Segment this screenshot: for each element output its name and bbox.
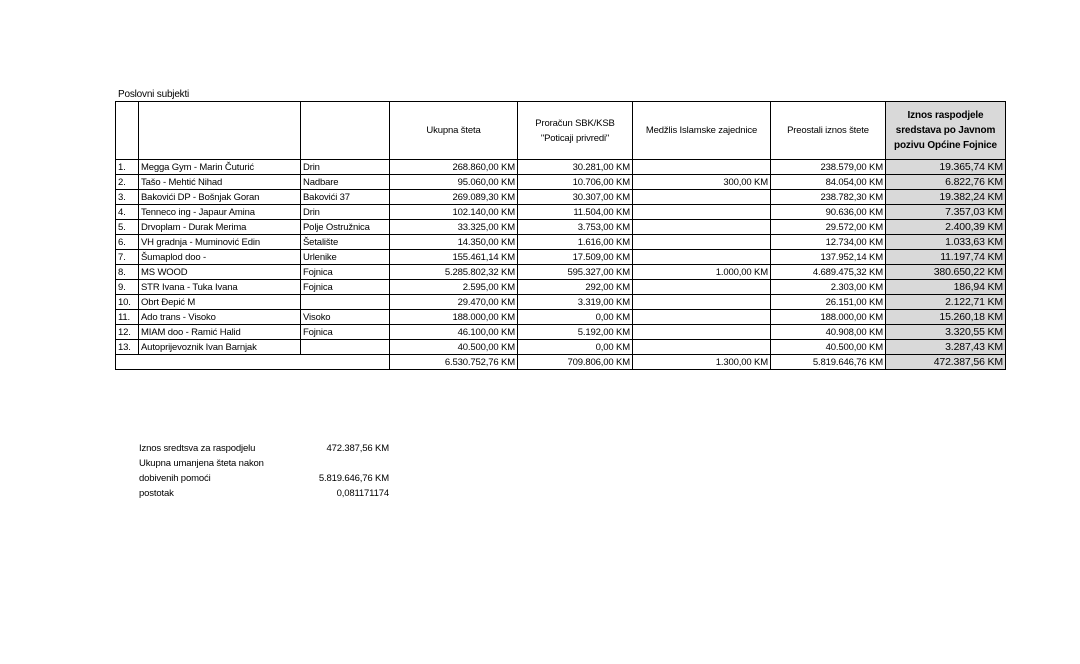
row-place: Nadbare <box>301 175 390 190</box>
row-total: 102.140,00 KM <box>390 205 518 220</box>
row-medzlis <box>633 235 771 250</box>
row-number: 9. <box>116 280 139 295</box>
table-row <box>116 175 1006 190</box>
header-no <box>116 102 139 160</box>
row-number: 5. <box>116 220 139 235</box>
row-number: 7. <box>116 250 139 265</box>
row-place: Polje Ostružnica <box>301 220 390 235</box>
row-number: 4. <box>116 205 139 220</box>
row-medzlis <box>633 295 771 310</box>
row-total: 29.470,00 KM <box>390 295 518 310</box>
header-amount: Iznos raspodjele sredstava po Javnom pozivu Općine Fojnice <box>886 102 1006 160</box>
row-place: Drin <box>301 160 390 175</box>
row-remaining: 238.579,00 KM <box>771 160 886 175</box>
row-budget: 595.327,00 KM <box>518 265 633 280</box>
header-remaining: Preostali iznos štete <box>771 102 886 160</box>
row-budget: 0,00 KM <box>518 310 633 325</box>
row-amount: 6.822,76 KM <box>886 175 1006 190</box>
row-total: 33.325,00 KM <box>390 220 518 235</box>
row-total: 269.089,30 KM <box>390 190 518 205</box>
row-medzlis <box>633 205 771 220</box>
header-budget: Proračun SBK/KSB "Poticaji privredi" <box>518 102 633 160</box>
row-number: 11. <box>116 310 139 325</box>
row-total: 5.285.802,32 KM <box>390 265 518 280</box>
row-number: 2. <box>116 175 139 190</box>
row-amount: 3.287,43 KM <box>886 340 1006 355</box>
row-place: Visoko <box>301 310 390 325</box>
header-name <box>139 102 301 160</box>
table-row <box>116 280 1006 295</box>
row-place: Urlenike <box>301 250 390 265</box>
table-row <box>116 310 1006 325</box>
row-amount: 11.197,74 KM <box>886 250 1006 265</box>
row-budget: 10.706,00 KM <box>518 175 633 190</box>
row-name: Tenneco ing - Japaur Amina <box>139 205 301 220</box>
header-place <box>301 102 390 160</box>
row-place: Bakovići 37 <box>301 190 390 205</box>
row-budget: 30.307,00 KM <box>518 190 633 205</box>
table-row <box>116 325 1006 340</box>
row-budget: 3.753,00 KM <box>518 220 633 235</box>
row-budget: 3.319,00 KM <box>518 295 633 310</box>
row-name: Drvoplam - Durak Merima <box>139 220 301 235</box>
totals-label-cell <box>116 355 390 370</box>
header-row <box>116 102 1006 160</box>
row-total: 95.060,00 KM <box>390 175 518 190</box>
row-remaining: 26.151,00 KM <box>771 295 886 310</box>
row-total: 40.500,00 KM <box>390 340 518 355</box>
row-medzlis: 1.000,00 KM <box>633 265 771 280</box>
damage-table <box>115 101 1006 370</box>
row-amount: 2.400,39 KM <box>886 220 1006 235</box>
row-total: 268.860,00 KM <box>390 160 518 175</box>
row-amount: 1.033,63 KM <box>886 235 1006 250</box>
row-amount: 15.260,18 KM <box>886 310 1006 325</box>
row-name: Tašo - Mehtić Nihad <box>139 175 301 190</box>
row-budget: 17.509,00 KM <box>518 250 633 265</box>
row-budget: 1.616,00 KM <box>518 235 633 250</box>
row-name: Ado trans - Visoko <box>139 310 301 325</box>
row-remaining: 137.952,14 KM <box>771 250 886 265</box>
row-place <box>301 340 390 355</box>
row-number: 10. <box>116 295 139 310</box>
row-budget: 30.281,00 KM <box>518 160 633 175</box>
row-total: 14.350,00 KM <box>390 235 518 250</box>
row-name: Megga Gym - Marin Čuturić <box>139 160 301 175</box>
summary-value: 472.387,56 KM <box>326 443 389 454</box>
row-remaining: 29.572,00 KM <box>771 220 886 235</box>
header-total: Ukupna šteta <box>390 102 518 160</box>
total-amount: 472.387,56 KM <box>886 355 1006 370</box>
row-budget: 11.504,00 KM <box>518 205 633 220</box>
row-number: 1. <box>116 160 139 175</box>
row-name: MS WOOD <box>139 265 301 280</box>
total-damage: 6.530.752,76 KM <box>390 355 518 370</box>
row-place: Drin <box>301 205 390 220</box>
row-place: Fojnica <box>301 280 390 295</box>
row-number: 13. <box>116 340 139 355</box>
summary-row <box>139 486 399 501</box>
row-amount: 7.357,03 KM <box>886 205 1006 220</box>
summary-label: postotak <box>139 488 174 499</box>
row-number: 6. <box>116 235 139 250</box>
total-medzlis: 1.300,00 KM <box>633 355 771 370</box>
row-total: 46.100,00 KM <box>390 325 518 340</box>
summary-label: Ukupna umanjena šteta nakon <box>139 458 264 469</box>
row-total: 2.595,00 KM <box>390 280 518 295</box>
row-medzlis <box>633 280 771 295</box>
row-total: 188.000,00 KM <box>390 310 518 325</box>
total-remaining: 5.819.646,76 KM <box>771 355 886 370</box>
row-budget: 0,00 KM <box>518 340 633 355</box>
row-amount: 380.650,22 KM <box>886 265 1006 280</box>
summary-row <box>139 471 399 486</box>
table-row <box>116 235 1006 250</box>
table-row <box>116 220 1006 235</box>
table-row <box>116 265 1006 280</box>
row-place: Fojnica <box>301 325 390 340</box>
row-medzlis <box>633 190 771 205</box>
row-medzlis <box>633 310 771 325</box>
table-row <box>116 160 1006 175</box>
row-name: VH gradnja - Muminović Edin <box>139 235 301 250</box>
row-name: Bakovići DP - Bošnjak Goran <box>139 190 301 205</box>
row-remaining: 90.636,00 KM <box>771 205 886 220</box>
row-remaining: 2.303,00 KM <box>771 280 886 295</box>
row-remaining: 84.054,00 KM <box>771 175 886 190</box>
row-remaining: 4.689.475,32 KM <box>771 265 886 280</box>
summary-block <box>139 441 399 501</box>
row-number: 8. <box>116 265 139 280</box>
row-amount: 19.365,74 KM <box>886 160 1006 175</box>
total-budget: 709.806,00 KM <box>518 355 633 370</box>
table-row <box>116 250 1006 265</box>
summary-row <box>139 456 399 471</box>
row-remaining: 188.000,00 KM <box>771 310 886 325</box>
summary-row <box>139 441 399 456</box>
row-remaining: 40.908,00 KM <box>771 325 886 340</box>
header-medzlis: Medžlis Islamske zajednice <box>633 102 771 160</box>
table-caption: Poslovni subjekti <box>118 89 190 100</box>
summary-label: Iznos sredtsva za raspodjelu <box>139 443 256 454</box>
row-medzlis <box>633 160 771 175</box>
row-name: Autoprijevoznik Ivan Barnjak <box>139 340 301 355</box>
row-medzlis <box>633 340 771 355</box>
row-remaining: 12.734,00 KM <box>771 235 886 250</box>
row-place: Fojnica <box>301 265 390 280</box>
row-medzlis <box>633 220 771 235</box>
row-name: Obrt Đepić M <box>139 295 301 310</box>
summary-value: 0,081171174 <box>336 488 389 499</box>
row-name: MIAM doo - Ramić Halid <box>139 325 301 340</box>
row-budget: 5.192,00 KM <box>518 325 633 340</box>
row-total: 155.461,14 KM <box>390 250 518 265</box>
table-row <box>116 205 1006 220</box>
totals-row <box>116 355 1006 370</box>
row-medzlis <box>633 250 771 265</box>
table-row <box>116 340 1006 355</box>
row-remaining: 238.782,30 KM <box>771 190 886 205</box>
row-amount: 186,94 KM <box>886 280 1006 295</box>
row-budget: 292,00 KM <box>518 280 633 295</box>
row-medzlis <box>633 325 771 340</box>
summary-value: 5.819.646,76 KM <box>318 473 389 484</box>
row-number: 3. <box>116 190 139 205</box>
row-amount: 19.382,24 KM <box>886 190 1006 205</box>
row-amount: 3.320,55 KM <box>886 325 1006 340</box>
table-row <box>116 295 1006 310</box>
summary-label: dobivenih pomoći <box>139 473 211 484</box>
row-name: Šumaplod doo - <box>139 250 301 265</box>
row-amount: 2.122,71 KM <box>886 295 1006 310</box>
row-place <box>301 295 390 310</box>
row-remaining: 40.500,00 KM <box>771 340 886 355</box>
row-medzlis: 300,00 KM <box>633 175 771 190</box>
table-row <box>116 190 1006 205</box>
row-name: STR Ivana - Tuka Ivana <box>139 280 301 295</box>
row-place: Šetalište <box>301 235 390 250</box>
row-number: 12. <box>116 325 139 340</box>
